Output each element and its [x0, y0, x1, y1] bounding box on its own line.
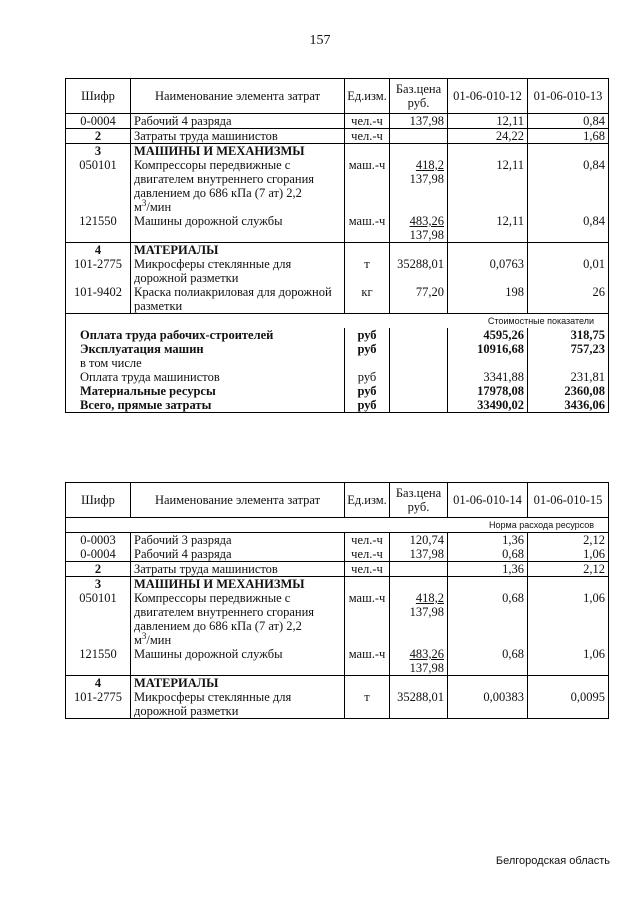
summary-value-b: [528, 356, 609, 370]
cost-caption-row: [66, 314, 609, 329]
col-a-header: 01-06-010-14: [448, 483, 528, 518]
empty-cell: [528, 144, 609, 159]
name-text: Компрессоры передвижные с двигателем внутреннего сгорания давлением до 686 кПа (7 ат) 2,2: [134, 591, 315, 633]
section-row: [66, 676, 609, 691]
unit-m: м: [134, 200, 142, 214]
unit-cell: маш.-ч: [345, 591, 390, 647]
empty-cell: [390, 243, 448, 258]
value-a-cell: 0,00383: [448, 690, 528, 719]
summary-value-a: 3341,88: [448, 370, 528, 384]
name-text: Затраты труда машинистов: [134, 562, 278, 576]
value-a-cell: 198: [448, 285, 528, 314]
empty-cell: [345, 243, 390, 258]
price-cell: 137,98: [390, 114, 448, 129]
empty-cell: [390, 356, 448, 370]
empty-cell: [390, 577, 448, 592]
summary-value-a: 4595,26: [448, 328, 528, 342]
name-cell: [131, 591, 345, 647]
code-cell: 0-0003: [66, 533, 131, 548]
value-a-cell: 0,68: [448, 591, 528, 647]
value-b-cell: 1,06: [528, 547, 609, 562]
code-cell: 101-2775: [66, 690, 131, 719]
value-a-cell: 1,36: [448, 562, 528, 577]
section-title: МАШИНЫ И МЕХАНИЗМЫ: [131, 577, 345, 592]
empty-cell: [390, 398, 448, 413]
cost-table-1: [65, 78, 609, 413]
price-cell: [390, 591, 448, 647]
summary-value-a: 10916,68: [448, 342, 528, 356]
summary-value-b: 3436,06: [528, 398, 609, 413]
summary-value-a: 33490,02: [448, 398, 528, 413]
unit-cell: чел.-ч: [345, 114, 390, 129]
unit-cell: чел.-ч: [345, 533, 390, 548]
value-a-cell: 0,0763: [448, 257, 528, 285]
value-a-cell: 0,68: [448, 647, 528, 676]
section-title: МАТЕРИАЛЫ: [131, 243, 345, 258]
empty-cell: [528, 577, 609, 592]
value-b-cell: 1,06: [528, 591, 609, 647]
col-price-header: Баз.цена руб.: [390, 79, 448, 114]
norm-caption: Норма расхода ресурсов: [66, 518, 609, 533]
summary-row: [66, 370, 609, 384]
empty-cell: [345, 144, 390, 159]
name-cell: [131, 285, 345, 314]
section-code: 4: [66, 676, 131, 691]
value-b-cell: 1,06: [528, 647, 609, 676]
empty-cell: [390, 328, 448, 342]
code-cell: 101-2775: [66, 257, 131, 285]
price-bottom: 137,98: [409, 228, 444, 242]
section-code: 4: [66, 243, 131, 258]
empty-cell: [390, 144, 448, 159]
value-b-cell: 0,01: [528, 257, 609, 285]
empty-cell: [345, 577, 390, 592]
price-top: 483,26: [409, 647, 444, 661]
name-cell: [131, 533, 345, 548]
table-row: [66, 647, 609, 676]
summary-row: [66, 328, 609, 342]
value-b-cell: 2,12: [528, 562, 609, 577]
unit-tail: /мин: [146, 633, 172, 647]
summary-value-a: [448, 356, 528, 370]
section-title: МАТЕРИАЛЫ: [131, 676, 345, 691]
name-cell: [131, 257, 345, 285]
summary-name: Оплата труда машинистов: [66, 370, 345, 384]
empty-cell: [390, 676, 448, 691]
table-header: [66, 483, 609, 518]
col-name-header: Наименование элемента затрат: [131, 79, 345, 114]
price-cell: 137,98: [390, 547, 448, 562]
price-bottom: 137,98: [409, 605, 444, 619]
unit-cell: кг: [345, 285, 390, 314]
summary-value-b: 757,23: [528, 342, 609, 356]
section-row: [66, 577, 609, 592]
unit-tail: /мин: [146, 200, 172, 214]
value-a-cell: 12,11: [448, 114, 528, 129]
summary-name: Материальные ресурсы: [66, 384, 345, 398]
empty-cell: [345, 676, 390, 691]
value-b-cell: 1,68: [528, 129, 609, 144]
table-row: [66, 114, 609, 129]
col-name-header: Наименование элемента затрат: [131, 483, 345, 518]
name-text: Компрессоры передвижные с двигателем внутреннего сгорания давлением до 686 кПа (7 ат) 2,2: [134, 158, 315, 200]
superscript: 3: [141, 630, 147, 641]
region-footer: Белгородская область: [495, 855, 610, 867]
summary-unit: руб: [345, 342, 390, 356]
empty-cell: [448, 243, 528, 258]
superscript: 3: [141, 197, 147, 208]
price-top: 418,2: [415, 591, 444, 605]
code-cell: 121550: [66, 647, 131, 676]
summary-row: [66, 398, 609, 413]
summary-name: Всего, прямые затраты: [66, 398, 345, 413]
table-row: [66, 214, 609, 243]
unit-cell: чел.-ч: [345, 547, 390, 562]
price-bottom: 137,98: [409, 172, 444, 186]
code-cell: 050101: [66, 591, 131, 647]
name-text: Краска полиакриловая для дорожной разметки: [134, 285, 332, 313]
section-code: 3: [66, 144, 131, 159]
section-code: 3: [66, 577, 131, 592]
summary-name: Оплата труда рабочих-строителей: [66, 328, 345, 342]
code-cell: 050101: [66, 158, 131, 214]
summary-name: Эксплуатация машин: [66, 342, 345, 356]
code-cell: 101-9402: [66, 285, 131, 314]
col-code-header: Шифр: [66, 483, 131, 518]
unit-cell: маш.-ч: [345, 158, 390, 214]
price-cell: 35288,01: [390, 690, 448, 719]
table-row: [66, 533, 609, 548]
table-row: [66, 129, 609, 144]
price-cell: 35288,01: [390, 257, 448, 285]
price-cell: [390, 562, 448, 577]
summary-unit: руб: [345, 398, 390, 413]
name-cell: [131, 214, 345, 243]
page-number: 157: [309, 33, 331, 48]
price-cell: 120,74: [390, 533, 448, 548]
summary-row: [66, 384, 609, 398]
name-cell: [131, 114, 345, 129]
value-b-cell: 26: [528, 285, 609, 314]
value-b-cell: 0,84: [528, 158, 609, 214]
price-cell: 77,20: [390, 285, 448, 314]
unit-cell: маш.-ч: [345, 214, 390, 243]
empty-cell: [528, 676, 609, 691]
name-cell: [131, 158, 345, 214]
price-cell: [390, 158, 448, 214]
empty-cell: [390, 342, 448, 356]
cost-caption: Стоимостные показатели: [66, 314, 609, 329]
value-a-cell: 0,68: [448, 547, 528, 562]
name-text: Микросферы стеклянные для дорожной разметки: [134, 690, 292, 718]
empty-cell: [448, 577, 528, 592]
name-cell: [131, 690, 345, 719]
summary-value-a: 17978,08: [448, 384, 528, 398]
summary-value-b: 318,75: [528, 328, 609, 342]
table-row: [66, 591, 609, 647]
table-row: [66, 285, 609, 314]
code-cell: 2: [66, 129, 131, 144]
value-a-cell: 12,11: [448, 214, 528, 243]
value-b-cell: 0,0095: [528, 690, 609, 719]
code-cell: 0-0004: [66, 114, 131, 129]
name-cell: [131, 547, 345, 562]
section-title: МАШИНЫ И МЕХАНИЗМЫ: [131, 144, 345, 159]
empty-cell: [390, 384, 448, 398]
section-row: [66, 144, 609, 159]
unit-cell: т: [345, 257, 390, 285]
col-a-header: 01-06-010-12: [448, 79, 528, 114]
summary-name: в том числе: [66, 356, 345, 370]
price-bottom: 137,98: [409, 661, 444, 675]
col-price-header: Баз.цена руб.: [390, 483, 448, 518]
name-cell: [131, 129, 345, 144]
value-b-cell: 2,12: [528, 533, 609, 548]
code-cell: 121550: [66, 214, 131, 243]
col-unit-header: Ед.изм.: [345, 79, 390, 114]
summary-unit: руб: [345, 370, 390, 384]
table-row: [66, 690, 609, 719]
value-b-cell: 0,84: [528, 114, 609, 129]
code-cell: 2: [66, 562, 131, 577]
name-text: Рабочий 4 разряда: [134, 547, 232, 561]
code-cell: 0-0004: [66, 547, 131, 562]
price-top: 418,2: [415, 158, 444, 172]
summary-value-b: 2360,08: [528, 384, 609, 398]
name-cell: [131, 562, 345, 577]
price-cell: [390, 214, 448, 243]
summary-unit: руб: [345, 384, 390, 398]
empty-cell: [448, 144, 528, 159]
name-cell: [131, 647, 345, 676]
name-text: Машины дорожной службы: [134, 647, 283, 661]
section-row: [66, 243, 609, 258]
col-b-header: 01-06-010-15: [528, 483, 609, 518]
norm-caption-row: [66, 518, 609, 533]
name-text: Затраты труда машинистов: [134, 129, 278, 143]
col-b-header: 01-06-010-13: [528, 79, 609, 114]
unit-cell: чел.-ч: [345, 562, 390, 577]
summary-row: [66, 342, 609, 356]
empty-cell: [448, 676, 528, 691]
empty-cell: [390, 370, 448, 384]
price-cell: [390, 647, 448, 676]
name-text: Рабочий 3 разряда: [134, 533, 232, 547]
col-unit-header: Ед.изм.: [345, 483, 390, 518]
table-row: [66, 257, 609, 285]
value-a-cell: 1,36: [448, 533, 528, 548]
cost-table-2: [65, 482, 609, 719]
summary-unit: [345, 356, 390, 370]
summary-unit: руб: [345, 328, 390, 342]
empty-cell: [528, 243, 609, 258]
name-text: Машины дорожной службы: [134, 214, 283, 228]
table-header: [66, 79, 609, 114]
price-top: 483,26: [409, 214, 444, 228]
unit-m: м: [134, 633, 142, 647]
value-b-cell: 0,84: [528, 214, 609, 243]
table-row: [66, 562, 609, 577]
value-a-cell: 12,11: [448, 158, 528, 214]
summary-value-b: 231,81: [528, 370, 609, 384]
table-row: [66, 547, 609, 562]
unit-cell: маш.-ч: [345, 647, 390, 676]
price-cell: [390, 129, 448, 144]
value-a-cell: 24,22: [448, 129, 528, 144]
summary-row: [66, 356, 609, 370]
name-text: Микросферы стеклянные для дорожной разметки: [134, 257, 292, 285]
table-row: [66, 158, 609, 214]
unit-cell: чел.-ч: [345, 129, 390, 144]
col-code-header: Шифр: [66, 79, 131, 114]
unit-cell: т: [345, 690, 390, 719]
name-text: Рабочий 4 разряда: [134, 114, 232, 128]
